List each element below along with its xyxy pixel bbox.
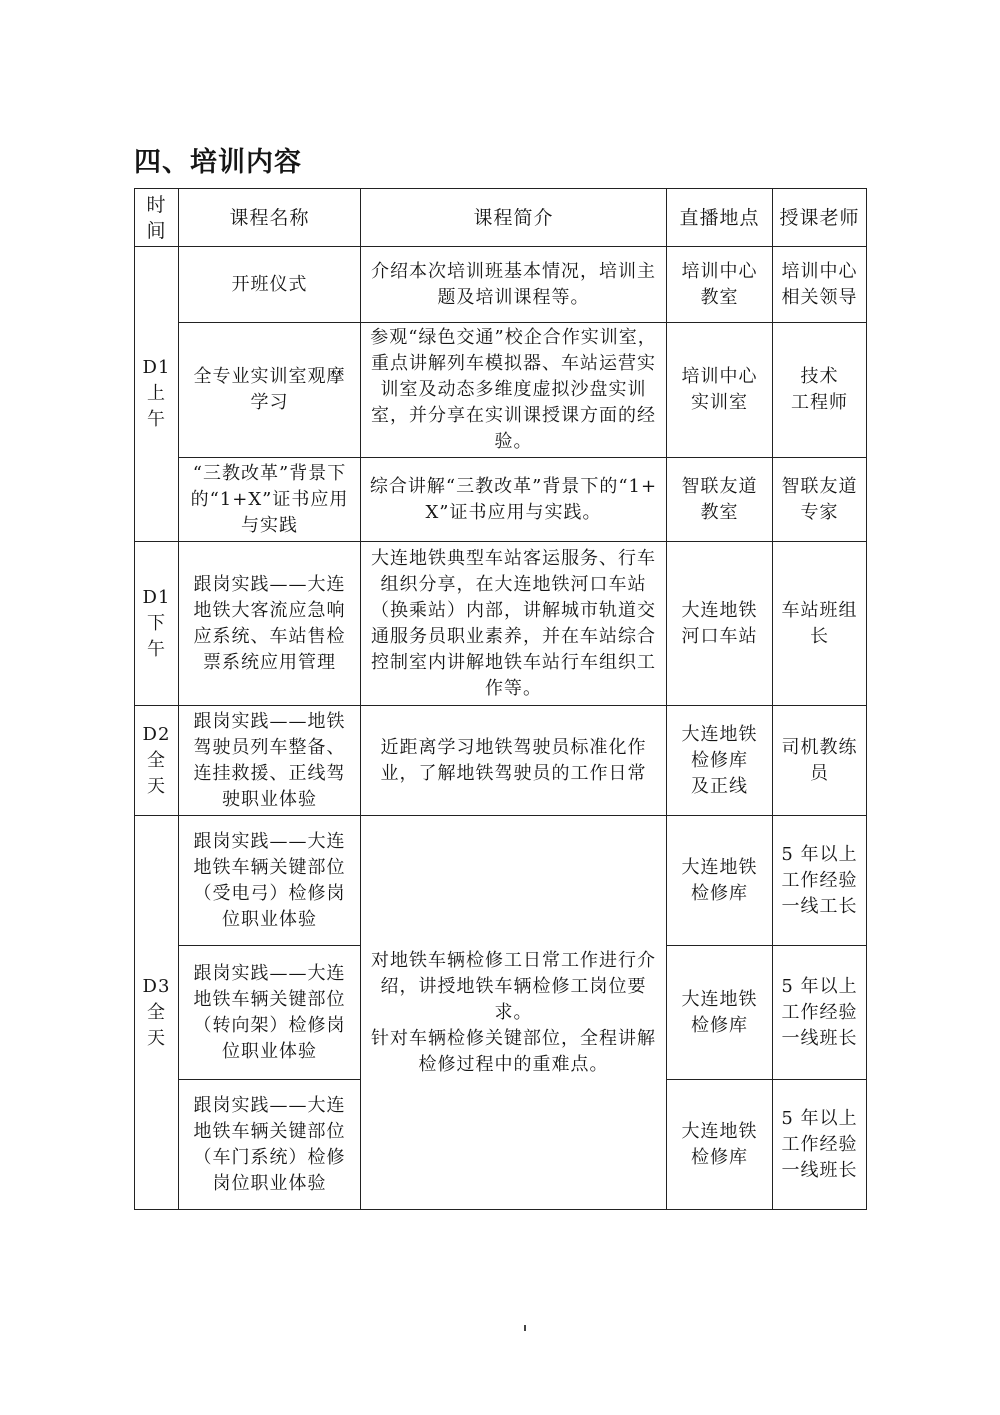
table-row <box>135 542 867 706</box>
header-teacher: 授课老师 <box>773 189 867 247</box>
location-cell: 大连地铁 检修库 <box>667 946 773 1080</box>
header-time: 时 间 <box>135 189 179 247</box>
course-intro-cell: 介绍本次培训班基本情况，培训主题及培训课程等。 <box>361 247 667 323</box>
time-cell-d1-afternoon: D1 下 午 <box>135 542 179 706</box>
course-name-cell: 跟岗实践——地铁驾驶员列车整备、连挂救援、正线驾驶职业体验 <box>179 706 361 816</box>
course-name-cell: 跟岗实践——大连地铁车辆关键部位（受电弓）检修岗位职业体验 <box>179 816 361 946</box>
location-cell: 大连地铁 河口车站 <box>667 542 773 706</box>
header-location: 直播地点 <box>667 189 773 247</box>
teacher-cell: 培训中心 相关领导 <box>773 247 867 323</box>
header-course-intro: 课程简介 <box>361 189 667 247</box>
table-row <box>135 816 867 946</box>
teacher-cell: 5 年以上 工作经验 一线班长 <box>773 1080 867 1210</box>
training-schedule-table <box>134 188 867 1210</box>
time-cell-d2: D2 全 天 <box>135 706 179 816</box>
scan-mark <box>524 1325 526 1331</box>
teacher-cell: 5 年以上 工作经验 一线班长 <box>773 946 867 1080</box>
course-name-cell: 开班仪式 <box>179 247 361 323</box>
teacher-cell: 车站班组长 <box>773 542 867 706</box>
location-cell: 智联友道 教室 <box>667 458 773 542</box>
table-row <box>135 247 867 323</box>
table-row <box>135 458 867 542</box>
location-cell: 培训中心 教室 <box>667 247 773 323</box>
course-intro-cell: 近距离学习地铁驾驶员标准化作业，了解地铁驾驶员的工作日常 <box>361 706 667 816</box>
location-cell: 培训中心 实训室 <box>667 323 773 458</box>
course-intro-cell: 对地铁车辆检修工日常工作进行介绍，讲授地铁车辆检修工岗位要求。 针对车辆检修关键部位，全程讲解检修过程中的重难点。 <box>361 816 667 1210</box>
course-name-cell: “三教改革”背景下的“1+X”证书应用与实践 <box>179 458 361 542</box>
teacher-cell: 5 年以上 工作经验 一线工长 <box>773 816 867 946</box>
table-header-row <box>135 189 867 247</box>
location-cell: 大连地铁 检修库 及正线 <box>667 706 773 816</box>
course-intro-cell: 综合讲解“三教改革”背景下的“1+X”证书应用与实践。 <box>361 458 667 542</box>
section-title: 四、培训内容 <box>134 147 302 178</box>
location-cell: 大连地铁 检修库 <box>667 816 773 946</box>
course-name-cell: 跟岗实践——大连地铁大客流应急响应系统、车站售检票系统应用管理 <box>179 542 361 706</box>
header-course-name: 课程名称 <box>179 189 361 247</box>
teacher-cell: 司机教练员 <box>773 706 867 816</box>
course-intro-cell: 大连地铁典型车站客运服务、行车组织分享，在大连地铁河口车站（换乘站）内部，讲解城市轨道交通服务员职业素养，并在车站综合控制室内讲解地铁车站行车组织工作等。 <box>361 542 667 706</box>
table-row <box>135 706 867 816</box>
course-name-cell: 全专业实训室观摩学习 <box>179 323 361 458</box>
time-cell-d1-morning: D1 上 午 <box>135 247 179 542</box>
teacher-cell: 技术 工程师 <box>773 323 867 458</box>
course-intro-cell: 参观“绿色交通”校企合作实训室，重点讲解列车模拟器、车站运营实训室及动态多维度虚拟沙盘实训室，并分享在实训课授课方面的经验。 <box>361 323 667 458</box>
time-cell-d3: D3 全 天 <box>135 816 179 1210</box>
course-name-cell: 跟岗实践——大连地铁车辆关键部位（转向架）检修岗位职业体验 <box>179 946 361 1080</box>
course-name-cell: 跟岗实践——大连地铁车辆关键部位（车门系统）检修岗位职业体验 <box>179 1080 361 1210</box>
location-cell: 大连地铁 检修库 <box>667 1080 773 1210</box>
teacher-cell: 智联友道 专家 <box>773 458 867 542</box>
table-row <box>135 323 867 458</box>
